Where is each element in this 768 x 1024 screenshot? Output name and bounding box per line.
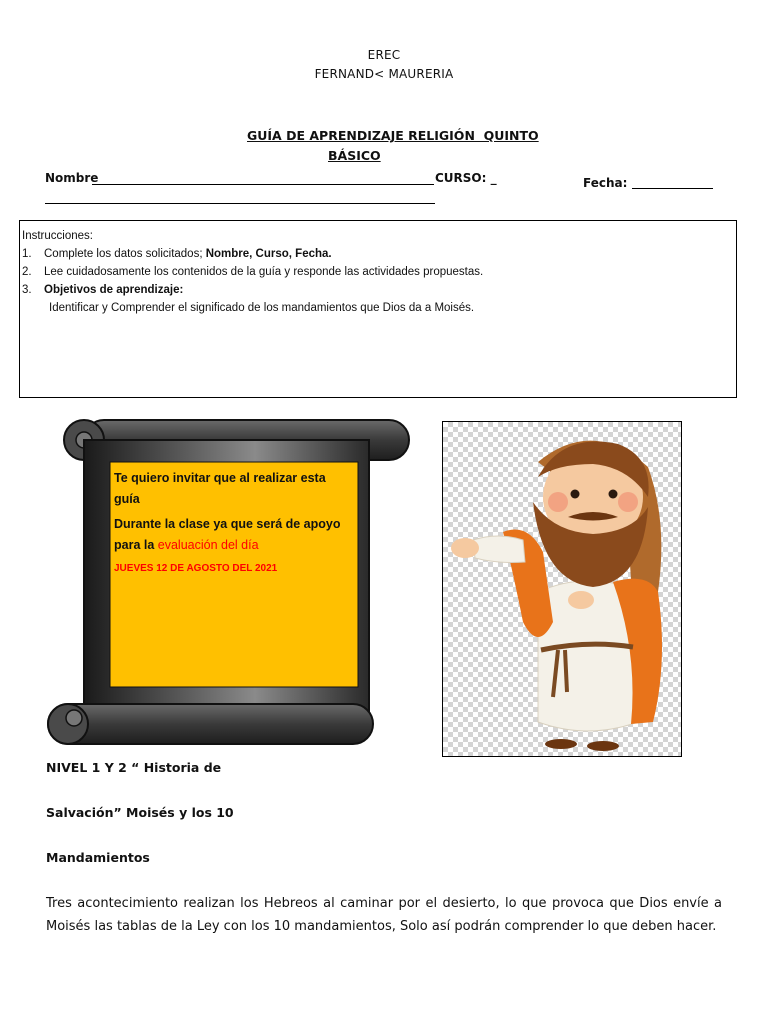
- name-field-continuation[interactable]: [45, 203, 435, 204]
- lesson-paragraph: Tres acontecimiento realizan los Hebreos al caminar por el desierto, lo que provoca que Dios envíe a Moisés las tablas de la Ley con los 10 mandamientos, Solo así podrán comprender lo que deben hacer.: [46, 896, 722, 934]
- page-title-line2: BÁSICO: [328, 148, 381, 163]
- instruction-item-3: 3. Objetivos de aprendizaje:: [22, 284, 184, 296]
- page-title-line1: GUÍA DE APRENDIZAJE RELIGIÓN QUINTO: [247, 128, 539, 143]
- teacher-name: FERNAND< MAURERIA: [314, 67, 454, 81]
- course-label: CURSO: _: [435, 171, 497, 185]
- date-field[interactable]: [632, 188, 713, 189]
- instructions-heading: Instrucciones:: [22, 230, 93, 242]
- lesson-heading-1: NIVEL 1 Y 2 “ Historia de: [46, 760, 222, 775]
- scroll-banner: [44, 416, 412, 748]
- moses-illustration: [442, 421, 682, 757]
- instruction-item-2: 2. Lee cuidadosamente los contenidos de la guía y responde las actividades propuestas.: [22, 266, 484, 278]
- scroll-message: [114, 468, 359, 579]
- lesson-heading-2: Salvación” Moisés y los 10: [46, 805, 234, 820]
- lesson-heading-3: Mandamientos: [46, 850, 150, 865]
- instruction-item-1: 1. Complete los datos solicitados; Nombre, Curso, Fecha.: [22, 248, 332, 260]
- scroll-line-3: Durante la clase ya que será de apoyo: [114, 517, 341, 531]
- learning-objective: Identificar y Comprender el significado de los mandamientos que Dios da a Moisés.: [49, 302, 475, 314]
- moses-figure-icon: [443, 422, 682, 757]
- evaluation-highlight: evaluación del día: [157, 538, 259, 552]
- evaluation-date: JUEVES 12 DE AGOSTO DEL 2021: [114, 563, 278, 574]
- scroll-shape: [44, 416, 412, 748]
- school-name: EREC: [367, 48, 401, 62]
- scroll-line-2: guía: [114, 492, 140, 506]
- name-field[interactable]: [92, 184, 434, 185]
- name-label: Nombre: [45, 171, 99, 185]
- scroll-line-1: Te quiero invitar que al realizar esta: [114, 471, 326, 485]
- scroll-line-4: para la evaluación del día: [114, 538, 259, 552]
- date-label: Fecha:: [583, 176, 632, 190]
- instructions-box: [19, 220, 737, 398]
